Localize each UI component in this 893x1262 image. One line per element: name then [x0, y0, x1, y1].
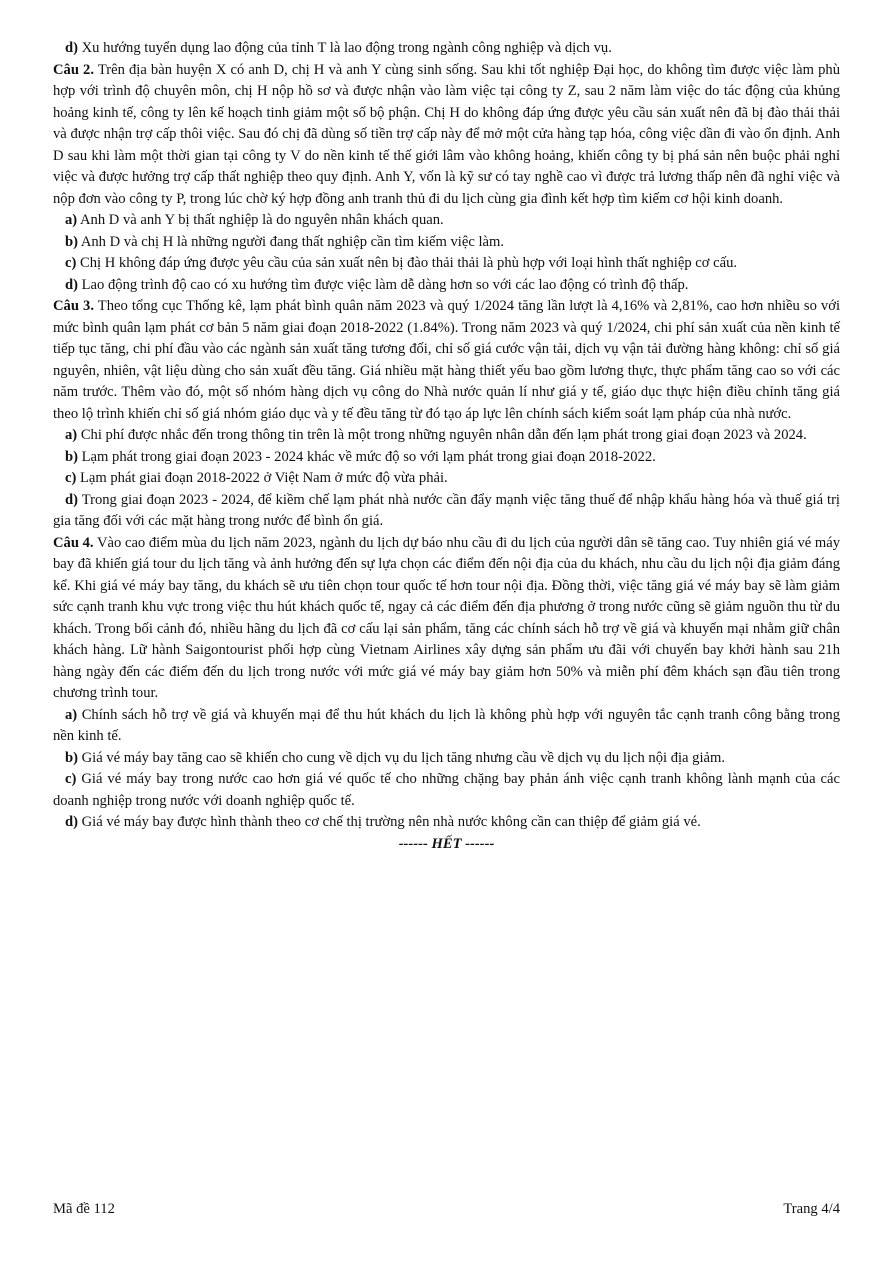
option-b-q4: b) Giá vé máy bay tăng cao sẽ khiến cho cung về dịch vụ du lịch tăng nhưng cầu về dịch vụ du lịch nội địa giảm. — [65, 749, 726, 766]
option-b-q3: b) Lạm phát trong giai đoạn 2023 - 2024 khác về mức độ so với lạm phát trong giai đoạn 2018-2022. — [65, 448, 656, 465]
document-body — [53, 38, 840, 855]
option-d-q3: d) Trong giai đoạn 2023 - 2024, để kiềm chế lạm phát nhà nước cần đẩy mạnh việc tăng thuế để nhập khẩu hàng hóa và thuế giá trị gia tăng đối với các mặt hàng trong nước để bình ổn giá. — [53, 491, 840, 529]
option-b-q2: b) Anh D và chị H là những người đang thất nghiệp cần tìm kiếm việc làm. — [65, 233, 504, 250]
option-a-q3: a) Chi phí được nhắc đến trong thông tin trên là một trong những nguyên nhân dẫn đến lạm phát trong giai đoạn 2023 và 2024. — [65, 427, 807, 443]
option-d-q4: d) Giá vé máy bay được hình thành theo cơ chế thị trường nên nhà nước không cần can thiệp để giảm giá vé. — [65, 814, 701, 830]
option-d-q1: d) Xu hướng tuyển dụng lao động của tỉnh T là lao động trong ngành công nghiệp và dịch vụ. — [65, 40, 612, 56]
question-2: Câu 2. Trên địa bàn huyện X có anh D, chị H và anh Y cùng sinh sống. Sau khi tốt nghiệp Đại học, do không tìm được việc làm phù hợp với trình độ chuyên môn, chị H nộp hồ sơ và được nhận vào làm việc tại công ty Z, sau 2 năm làm việc do tác động của khủng hoảng kinh tế, công ty lên kế hoạch tinh giảm một số bộ phận. Chị H do không đáp ứng được yêu cầu sản xuất nên đã bị đào thải thải và được nhận trợ cấp thôi việc. Sau đó chị đã dùng số tiền trợ cấp này để mở một cửa hàng tạp hóa, công việc dần đi vào ổn định. Anh D sau khi làm một thời gian tại công ty V do nền kinh tế thế giới lâm vào không hoảng, khiến công ty bị phá sản nên buộc phải nghỉ việc và được hưởng trợ cấp thất nghiệp theo quy định. Anh Y, vốn là kỹ sư có tay nghề cao vì được trả lương thấp nên đã nghỉ việc và nộp đơn vào công ty P, trong lúc chờ ký hợp đồng anh tranh thủ đi du lịch cùng gia đình kết hợp tìm kiếm cơ hội kinh doanh. — [53, 61, 841, 207]
question-4: Câu 4. Vào cao điểm mùa du lịch năm 2023, ngành du lịch dự báo nhu cầu đi du lịch của người dân sẽ tăng cao. Tuy nhiên giá vé máy bay đã khiến giá tour du lịch tăng và ảnh hưởng đến sự lựa chọn các điểm đến nội địa của du khách, nhu cầu du lịch nội địa giảm đáng kể. Khi giá vé máy bay tăng, du khách sẽ ưu tiên chọn tour quốc tế hơn tour nội địa. Đồng thời, việc tăng giá vé máy bay sẽ làm giảm sức cạnh tranh khu vực trong việc thu hút khách quốc tế, ngay cả các điểm đến địa phương ở trong nước cũng sẽ giảm nguồn thu từ du khách. Trong bối cảnh đó, nhiều hãng du lịch đã cơ cấu lại sản phẩm, tăng các chính sách hỗ trợ về giá và khuyến mại nhằm giữ chân khách hàng. Lữ hành Saigontourist phối hợp cùng Vietnam Airlines xây dựng sản phẩm ưu đãi với chuyến bay khởi hành sau 21h hàng ngày đến các điểm đến du lịch trong nước với mức giá vé máy bay giảm hơn 50% và miễn phí đêm khách sạn đầu tiên trong chương trình tour. — [53, 534, 841, 701]
question-3: Câu 3. Theo tổng cục Thống kê, lạm phát bình quân năm 2023 và quý 1/2024 tăng lần lượt là 4,16% và 2,81%, cao hơn nhiều so với mức bình quân lạm phát cơ bản 5 năm giai đoạn 2018-2022 (1.84%). Trong năm 2023 và quý 1/2024, chi phí sản xuất của nền kinh tế tiếp tục tăng, chi phí đầu vào các ngành sản xuất tăng tương đối, chỉ số giá cước vận tải, dịch vụ vận tải đường hàng không: chỉ số giá nguyên, nhiên, vật liệu dùng cho sản xuất đều tăng. Giá nhiều mặt hàng thiết yếu bao gồm lương thực, thực phẩm tăng cao so với các năm trước. Thêm vào đó, một số nhóm hàng dịch vụ công do Nhà nước quản lí như giá y tế, giáo dục thực hiện điều chỉnh tăng giá theo lộ trình khiến chỉ số giá nhóm giáo dục và y tế đều tăng từ đó tạo áp lực lên chính sách kiểm soát lạm pháp của nhà nước. — [53, 298, 841, 422]
option-a-q2: a) Anh D và anh Y bị thất nghiệp là do nguyên nhân khách quan. — [65, 212, 444, 228]
exam-code: Mã đề 112 — [53, 1201, 115, 1217]
option-a-q4: a) Chính sách hỗ trợ về giá và khuyến mại để thu hút khách du lịch là không phù hợp với nguyên tắc cạnh tranh công bằng trong nền kinh tế. — [53, 706, 840, 744]
end-mark: ------ HẾT ------ — [398, 835, 495, 852]
option-c-q3: c) Lạm phát giai đoạn 2018-2022 ở Việt Nam ở mức độ vừa phải. — [65, 470, 448, 486]
option-d-q2: d) Lao động trình độ cao có xu hướng tìm được việc làm dễ dàng hơn so với các lao động có trình độ thấp. — [65, 276, 689, 293]
option-c-q2: c) Chị H không đáp ứng được yêu cầu của sản xuất nên bị đào thải thải là phù hợp với loại hình thất nghiệp cơ cấu. — [65, 255, 738, 271]
page-footer — [53, 1201, 840, 1218]
page-number: Trang 4/4 — [783, 1201, 840, 1217]
option-c-q4: c) Giá vé máy bay trong nước cao hơn giá vé quốc tế cho những chặng bay phản ánh việc cạnh tranh không lành mạnh của các doanh nghiệp trong nước với doanh nghiệp quốc tế. — [53, 771, 840, 809]
